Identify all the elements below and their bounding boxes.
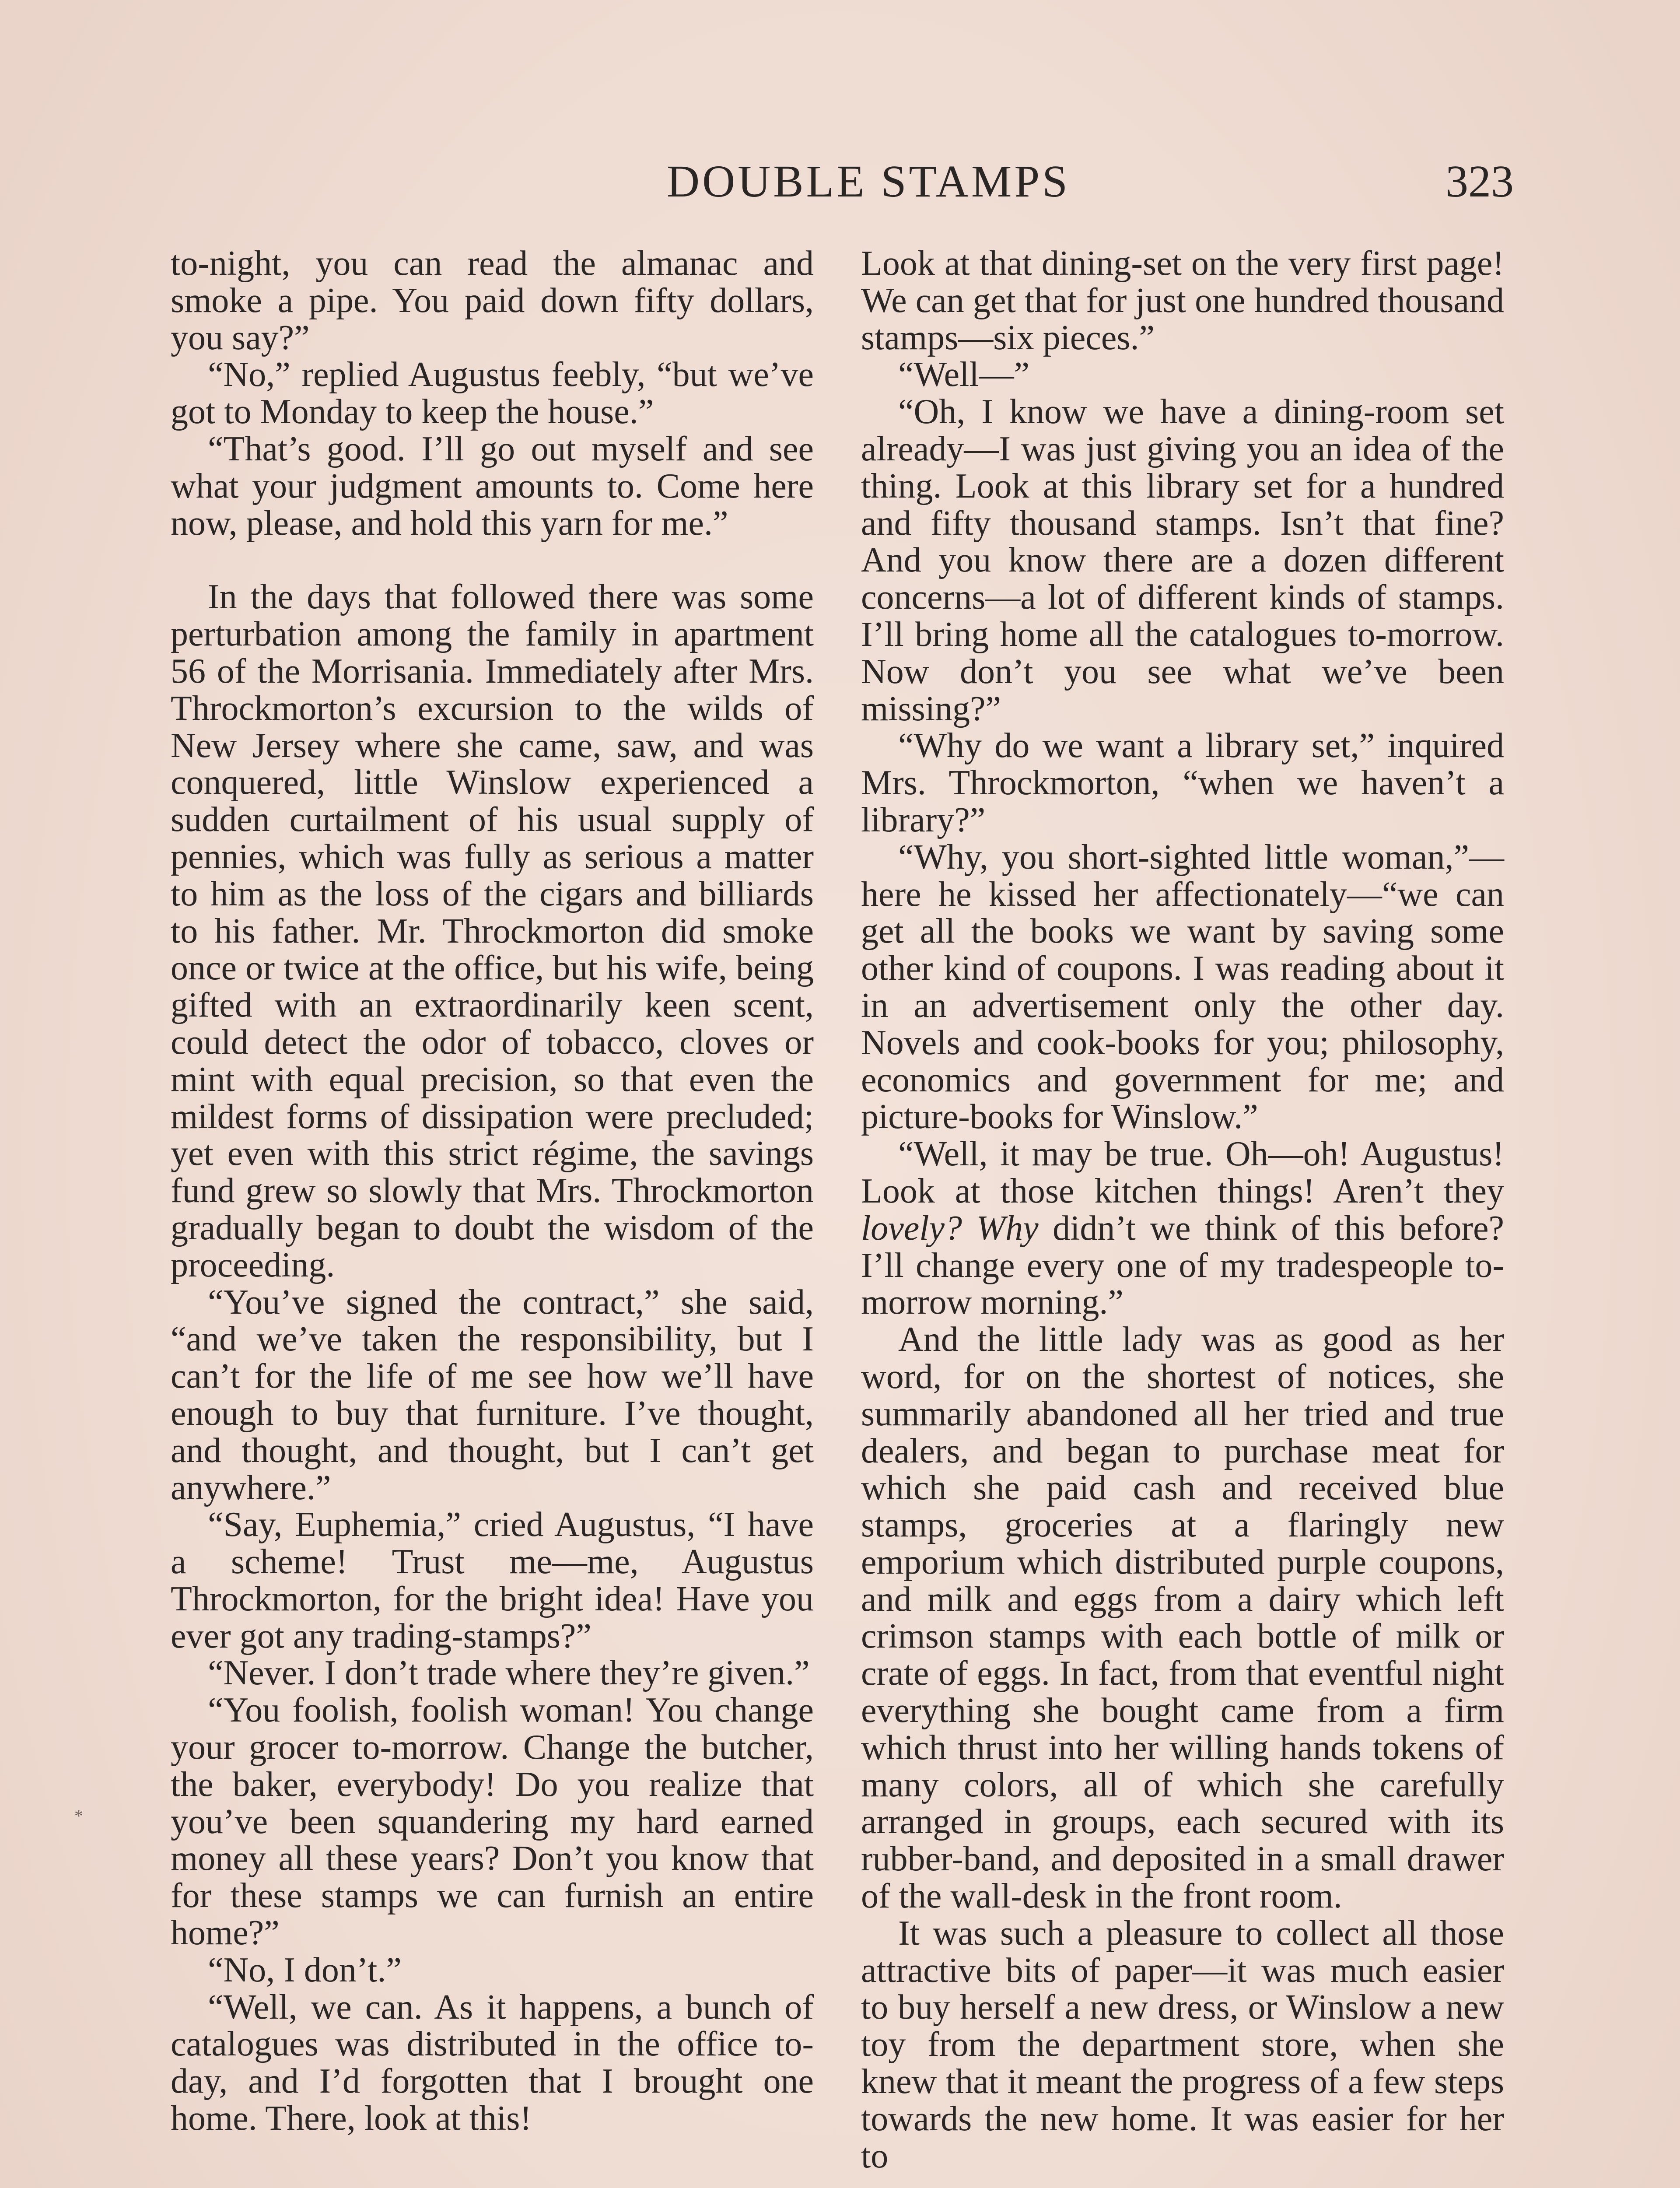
paragraph: “No,” replied Augustus feebly, “but we’ve got to Monday to keep the house.” — [171, 355, 814, 431]
running-title: DOUBLE STAMPS — [666, 156, 1071, 207]
paragraph: “Well—” — [898, 355, 1030, 394]
paragraph: In the days that followed there was some perturbation among the family in apartment 56 of the Morrisania. Immediately after Mrs. Throckmorton’s excursion to the wilds of New Jersey where she came, saw, and was conquered, little Winslow experienced a sudden curtailment of his usual supply of pennies, which was fully as serious a matter to him as the loss of the cigars and billiards to his father. Mr. Throckmorton did smoke once or twice at the office, but his wife, being gifted with an extraordinarily keen scent, could detect the odor of tobacco, cloves or mint with equal precision, so that even the mildest forms of dissipation were precluded; yet even with this strict régime, the savings fund grew so slowly that Mrs. Throckmorton gradually began to doubt the wisdom of the proceeding. — [171, 578, 814, 1284]
ink-speck-mark: * — [74, 1806, 83, 1826]
text-run: didn’t we think of this before? I’ll change every one of my tradespeople to-morrow morning.” — [861, 1209, 1504, 1322]
paragraph: “Well, we can. As it happens, a bunch of catalogues was distributed in the office to-day, and I’d forgotten that I brought one home. There, look at this! — [171, 1988, 814, 2138]
paragraph: to-night, you can read the almanac and smoke a pipe. You paid down fifty dollars, you say?” — [171, 244, 814, 357]
left-column — [171, 245, 814, 2137]
paragraph: “You’ve signed the contract,” she said, “and we’ve taken the responsibility, but I can’t for the life of me see how we’ll have enough to buy that furniture. I’ve thought, and thought, and thought, but I can’t get anywhere.” — [171, 1283, 814, 1507]
emphasized-text: lovely? Why — [861, 1209, 1039, 1248]
paragraph: It was such a pleasure to collect all those attractive bits of paper—it was much easier to buy herself a new dress, or Winslow a new toy from the department store, when she knew that it meant the progress of a few steps towards the new home. It was easier for her to — [861, 1914, 1504, 2175]
paragraph: Look at that dining-set on the very first page! We can get that for just one hundred thousand stamps—six pieces.” — [861, 244, 1504, 357]
paragraph: “Oh, I know we have a dining-room set already—I was just giving you an idea of the thing. Look at this library set for a hundred and fifty thousand stamps. Isn’t that fine? And you know there are a dozen different concerns—a lot of different kinds of stamps. I’ll bring home all the catalogues to-morrow. Now don’t you see what we’ve been missing?” — [861, 393, 1504, 728]
paragraph: “You foolish, foolish woman! You change your grocer to-morrow. Change the butcher, the baker, everybody! Do you realize that you’ve been squandering my hard earned money all these years? Don’t you know that for these stamps we can furnish an entire home?” — [171, 1691, 814, 1953]
page-number: 323 — [1446, 156, 1514, 207]
paragraph: “No, I don’t.” — [208, 1950, 402, 1989]
right-column — [861, 245, 1504, 2174]
paragraph: “That’s good. I’ll go out myself and see what your judgment amounts to. Come here now, please, and hold this yarn for me.” — [171, 429, 814, 543]
paragraph: “Never. I don’t trade where they’re given.” — [208, 1654, 810, 1693]
paragraph: “Why, you short-sighted little woman,”—here he kissed her affectionately—“we can get all the books we want by saving some other kind of coupons. I was reading about it in an advertisement only the other day. Novels and cook-books for you; philosophy, economics and government for me; and picture-books for Winslow.” — [861, 838, 1504, 1136]
page-header — [171, 151, 1514, 212]
paragraph: And the little lady was as good as her word, for on the shortest of notices, she summarily abandoned all her tried and true dealers, and began to purchase meat for which she paid cash and received blue stamps, groceries at a flaringly new emporium which distributed purple coupons, and milk and eggs from a dairy which left crimson stamps with each bottle of milk or crate of eggs. In fact, from that eventful night everything she bought came from a firm which thrust into her willing hands tokens of many colors, all of which she carefully arranged in groups, each secured with its rubber-band, and deposited in a small drawer of the wall-desk in the front room. — [861, 1320, 1504, 1916]
paragraph — [861, 1136, 1504, 1321]
paragraph: “Say, Euphemia,” cried Augustus, “I have a scheme! Trust me—me, Augustus Throckmorton, for the bright idea! Have you ever got any trading-stamps?” — [171, 1505, 814, 1655]
text-run: “Well, it may be true. Oh—oh! Augustus! Look at those kitchen things! Aren’t they — [861, 1135, 1504, 1210]
paragraph: “Why do we want a library set,” inquired Mrs. Throckmorton, “when we haven’t a library?” — [861, 726, 1504, 839]
